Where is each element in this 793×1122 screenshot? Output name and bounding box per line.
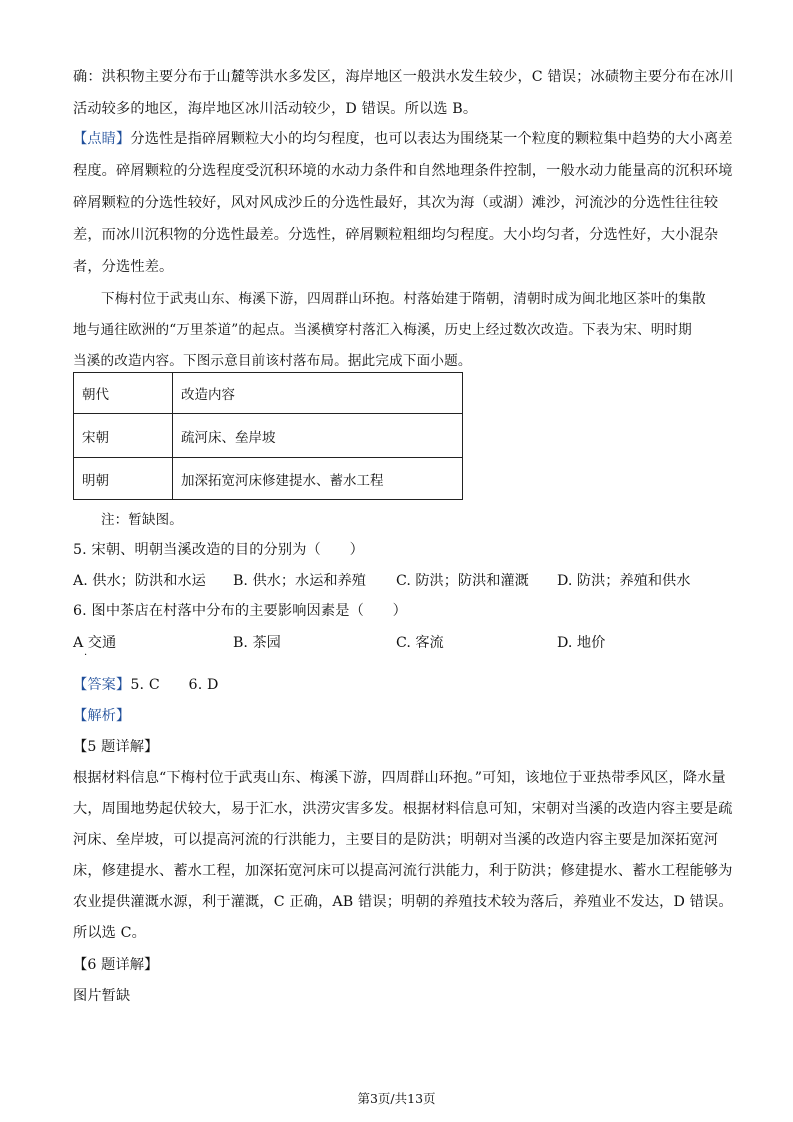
analysis-label: 【解析】 bbox=[73, 708, 131, 724]
table-cell-dynasty: 明朝 bbox=[74, 458, 173, 500]
passage-line-1: 下梅村位于武夷山东、梅溪下游，四周群山环抱。村落始建于隋朝，清朝时成为闽北地区茶叶的集散 bbox=[101, 291, 706, 307]
q6-option-a: A 交通 bbox=[73, 635, 117, 651]
q6-option-c: C. 客流 bbox=[396, 635, 444, 651]
tip-paragraph-line-2: 程度。碎屑颗粒的分选程度受沉积环境的水动力条件和自然地理条件控制，一般水动力能量高的沉积环境 bbox=[73, 163, 733, 179]
passage-line-2: 地与通往欧洲的“万里茶道”的起点。当溪横穿村落汇入梅溪，历史上经过数次改造。下表为宋、明时期 bbox=[73, 322, 692, 338]
q5-option-d: D. 防洪；养殖和供水 bbox=[557, 573, 691, 589]
page-footer: 第3页/共13页 bbox=[357, 1091, 436, 1106]
table-cell-content: 加深拓宽河床修建提水、蓄水工程 bbox=[173, 458, 463, 500]
tip-paragraph-line-5: 者，分选性差。 bbox=[73, 259, 174, 275]
detail5-line-1: 根据材料信息“下梅村位于武夷山东、梅溪下游，四周群山环抱。”可知，该地位于亚热带季风区，降水量 bbox=[73, 770, 726, 786]
detail6-label: 【6 题详解】 bbox=[73, 957, 159, 973]
detail5-line-6: 所以选 C。 bbox=[73, 925, 147, 941]
table-cell-content: 疏河床、垒岸坡 bbox=[173, 414, 463, 458]
passage-line-3: 当溪的改造内容。下图示意目前该村落布局。据此完成下面小题。 bbox=[73, 353, 472, 369]
detail5-line-5: 农业提供灌溉水源，利于灌溉，C 正确，AB 错误；明朝的养殖技术较为落后，养殖业不发达，D 错误。 bbox=[73, 894, 733, 910]
prev-analysis-line-2: 活动较多的地区，海岸地区冰川活动较少，D 错误。所以选 B。 bbox=[73, 101, 478, 117]
q5-option-b: B. 供水；水运和养殖 bbox=[233, 573, 366, 589]
stray-dot-mark: · bbox=[84, 650, 88, 661]
answer-text: 5. C 6. D bbox=[130, 677, 219, 693]
tip-paragraph-line-3: 碎屑颗粒的分选性较好，风对风成沙丘的分选性最好，其次为海（或湖）滩沙，河流沙的分选性往往较 bbox=[73, 195, 719, 211]
answer-label: 【答案】 bbox=[73, 677, 131, 693]
detail5-line-3: 河床、垒岸坡，可以提高河流的行洪能力，主要目的是防洪；明朝对当溪的改造内容主要是加深拓宽河 bbox=[73, 832, 719, 848]
q6-option-d: D. 地价 bbox=[557, 635, 606, 651]
tip-label: 【点睛】 bbox=[73, 131, 131, 147]
detail5-line-2: 大，周围地势起伏较大，易于汇水，洪涝灾害多发。根据材料信息可知，宋朝对当溪的改造内容主要是疏 bbox=[73, 801, 733, 817]
q5-option-c: C. 防洪；防洪和灌溉 bbox=[396, 573, 529, 589]
q5-stem: 5. 宋朝、明朝当溪改造的目的分别为（ ） bbox=[73, 542, 364, 558]
table-note: 注：暂缺图。 bbox=[101, 512, 183, 528]
q5-option-a: A. 供水；防洪和水运 bbox=[73, 573, 206, 589]
prev-analysis-line-1: 确：洪积物主要分布于山麓等洪水多发区，海岸地区一般洪水发生较少，C 错误；冰碛物主要分布在冰川 bbox=[73, 69, 734, 85]
table-header-row bbox=[74, 373, 463, 414]
table-row bbox=[74, 414, 463, 458]
answer-line bbox=[73, 674, 219, 694]
table-row bbox=[74, 458, 463, 500]
tip-paragraph-line-1 bbox=[73, 128, 733, 148]
reform-table bbox=[73, 372, 463, 500]
q6-stem: 6. 图中茶店在村落中分布的主要影响因素是（ ） bbox=[73, 603, 407, 619]
q6-option-b: B. 茶园 bbox=[233, 635, 281, 651]
table-header-content: 改造内容 bbox=[173, 373, 463, 414]
table-header-dynasty: 朝代 bbox=[74, 373, 173, 414]
detail5-label: 【5 题详解】 bbox=[73, 739, 159, 755]
table-cell-dynasty: 宋朝 bbox=[74, 414, 173, 458]
tip-paragraph-line-4: 差，而冰川沉积物的分选性最差。分选性，碎屑颗粒粗细均匀程度。大小均匀者，分选性好，大小混杂 bbox=[73, 227, 719, 243]
tip-text: 分选性是指碎屑颗粒大小的均匀程度，也可以表达为围绕某一个粒度的颗粒集中趋势的大小离差 bbox=[130, 131, 733, 147]
detail5-line-4: 床，修建提水、蓄水工程，加深拓宽河床可以提高河流行洪能力，利于防洪；修建提水、蓄水工程能够为 bbox=[73, 863, 733, 879]
detail6-line-1: 图片暂缺 bbox=[73, 988, 131, 1004]
